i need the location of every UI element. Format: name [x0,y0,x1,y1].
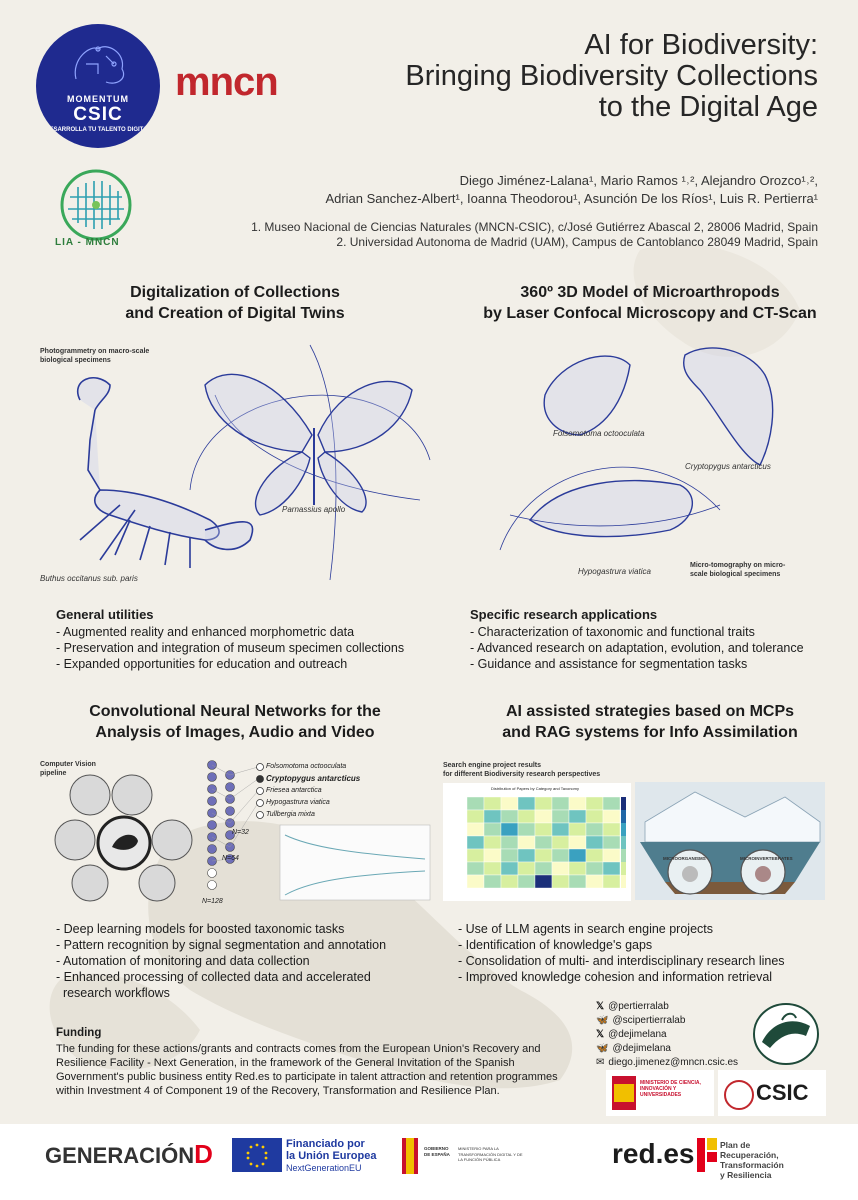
heatmap-cell [552,797,569,810]
heatmap-cell [484,862,501,875]
heatmap-cell [501,823,518,836]
lab-logo [752,1002,820,1066]
section-4-title-line-1: AI assisted strategies based on MCPs [505,703,795,720]
prtr-line-2: Recuperación, [720,1150,779,1160]
prtr-text [720,1140,784,1180]
ministry-logo [606,1070,714,1116]
mncn-logo: mncn [175,60,278,104]
generacion-text: GENERACIÓN [45,1143,195,1168]
heatmap-cell [586,849,603,862]
ministry-text: MINISTERIO DE CIENCIA, INNOVACIÓN Y UNIVERSIDADES [640,1080,701,1098]
section-1-title [40,282,430,324]
email-link[interactable]: diego.jimenez@mncn.csic.es [608,1057,739,1068]
title-line-3: to the Digital Age [598,91,818,123]
social-handle[interactable]: @pertierralab [608,1001,669,1012]
social-row[interactable] [596,1000,738,1014]
lia-mncn-label: LIA - MNCN [55,237,120,248]
authors-line-2: Adrian Sanchez-Albert¹, Ioanna Theodorou¹, Asunción De los Ríos¹, Luis R. Pertierra¹ [325,191,818,206]
folsomotoma-sketch [544,356,630,435]
heatmap-cell [569,875,586,888]
heatmap-cell [569,823,586,836]
heatmap-cell [484,810,501,823]
species-label-folsomotoma: Folsomotoma octooculata [553,429,645,438]
heatmap-cell [552,810,569,823]
heatmap-cell [552,862,569,875]
heatmap-cell [603,849,620,862]
microorganisms-label: MICROORGANISMS [663,856,706,861]
bluesky-icon: 🦋 [596,1043,609,1054]
heatmap-cell [569,836,586,849]
cnn-class-item: Friesea antarctica [266,787,322,794]
heatmap-cell [603,875,620,888]
section-4-figure-label [443,761,600,779]
momentum-csic-logo [36,24,160,148]
utility-item: - Preservation and integration of museum specimen collections [56,641,405,655]
heatmap-grid [443,783,631,901]
heatmap-cell [535,849,552,862]
specimen-sketches-macro [40,340,440,590]
section-2-utilities-title: Specific research applications [470,607,658,622]
heatmap-cell [467,810,484,823]
utility-item: - Guidance and assistance for segmentation tasks [470,657,748,671]
heatmap-colorbar-segment [621,875,626,888]
csic-label: CSIC [73,104,123,125]
layer-label-n32: N=32 [232,829,249,836]
funding-block [56,1026,576,1098]
affiliations [251,220,818,250]
heatmap-cell [569,862,586,875]
eu-funding-text [286,1138,376,1174]
heatmap-cell [518,823,535,836]
heatmap-cell [501,810,518,823]
heatmap-cell [467,823,484,836]
section-4-title [450,701,850,743]
funding-title: Funding [56,1027,102,1039]
heatmap-cell [586,862,603,875]
cnn-class-list [266,761,360,821]
circuit-brain-icon [36,24,160,94]
heatmap-cell [518,849,535,862]
heatmap-cell [484,836,501,849]
heatmap-cell [518,836,535,849]
heatmap-cell [586,797,603,810]
redes-logo: red.es [612,1138,695,1169]
section-2-utilities [470,607,840,672]
generacion-d-icon: D [194,1139,213,1169]
poster-title [405,30,818,123]
utility-item: - Identification of knowledge's gaps [458,938,653,952]
heatmap-cell [467,875,484,888]
prtr-line-4: y Resiliencia [720,1170,772,1180]
heatmap-cell [603,862,620,875]
section-2-title [450,282,850,324]
heatmap-cell [535,875,552,888]
heatmap-cell [586,875,603,888]
utility-item: - Use of LLM agents in search engine projects [458,922,713,936]
heatmap-cell [603,797,620,810]
heatmap-colorbar-segment [621,836,626,849]
heatmap-colorbar-segment [621,849,626,862]
heatmap-cell [552,875,569,888]
heatmap-cell [586,823,603,836]
section-2-figure-label-1: Micro-tomography on micro- [690,562,786,569]
momentum-label: MOMENTUM [67,94,129,104]
heatmap-cell [501,797,518,810]
heatmap-cell [552,849,569,862]
csic-logo [718,1070,826,1116]
x-icon: 𝕏 [596,1029,605,1040]
heatmap-cell [501,862,518,875]
heatmap-colorbar-segment [621,810,626,823]
heatmap-cell [467,836,484,849]
section-1-title-line-1: Digitalization of Collections [130,284,340,301]
funding-text: The funding for these actions/grants and contracts comes from the European Union's Recovery and Resilience Facility - Next Generation, in the framework of the General Invitation of the Spanish Government's public business entity Red.es to participate in talent attraction and retention programmes within Investment 4 of Component 19 of the Recovery, Transformation and Resilience Plan. [56,1043,558,1097]
title-line-2: Bringing Biodiversity Collections [405,60,818,92]
prtr-icon [697,1138,719,1172]
affiliation-2: 2. Universidad Autonoma de Madrid (UAM), Campus de Cantoblanco 28049 Madrid, Spain [336,235,818,249]
heatmap-cell [535,862,552,875]
utility-item: - Enhanced processing of collected data and accelerated [56,970,371,984]
heatmap-colorbar-segment [621,797,626,810]
heatmap-cell [518,810,535,823]
heatmap-cell [603,836,620,849]
utility-item: - Automation of monitoring and data collection [56,954,310,968]
utility-item: research workflows [56,986,170,1000]
heatmap-cell [535,810,552,823]
utility-item: - Advanced research on adaptation, evolution, and tolerance [470,641,804,655]
layer-label-n128: N=128 [202,898,223,905]
generacion-d-logo [45,1139,213,1170]
prtr-line-1: Plan de [720,1140,751,1150]
cnn-class-item: Hypogastrura viatica [266,799,330,806]
heatmap-cell [569,810,586,823]
heatmap-cell [518,797,535,810]
social-handle[interactable]: @scipertierralab [612,1015,686,1026]
heatmap-cell [552,823,569,836]
heatmap-cell [501,875,518,888]
cnn-class-item: Tullbergia mixta [266,811,315,818]
layer-label-n64: N=64 [222,855,239,862]
heatmap-figure [443,783,631,901]
authors-line-1: Diego Jiménez-Lalana¹, Mario Ramos ¹˒², Alejandro Orozco¹˒², [459,173,818,188]
eu-line-1: Financiado por [286,1138,365,1150]
heatmap-cell [586,836,603,849]
section-2-title-line-1: 360º 3D Model of Microarthropods [520,284,780,301]
social-links [596,1000,738,1070]
section-1-utilities-title: General utilities [56,607,154,622]
cnn-class-item: Folsomotoma octooculata [266,763,347,770]
section-2-figure-label [690,561,785,579]
heatmap-cell [535,823,552,836]
heatmap-cell [569,797,586,810]
heatmap-cell [535,797,552,810]
heatmap-cell [484,823,501,836]
species-label-hypogastrura: Hypogastrura viatica [578,567,651,576]
eu-line-3: NextGenerationEU [286,1163,362,1173]
social-row[interactable] [596,1014,738,1028]
heatmap-cell [552,836,569,849]
momentum-sub-label: DESARROLLA TU TALENTO DIGITAL [45,127,151,133]
heatmap-cell [569,849,586,862]
species-label-buthus: Buthus occitanus sub. paris [40,574,138,583]
hypogastrura-sketch [530,481,692,537]
gobierno-text: GOBIERNO DE ESPAÑA [424,1146,450,1157]
heatmap-cell [518,862,535,875]
heatmap-cell [467,797,484,810]
section-1-figure-label-1: Photogrammetry on macro-scale [40,348,150,355]
section-3-utilities [56,921,446,1001]
species-label-parnassius: Parnassius apollo [282,505,346,514]
eu-line-2: la Unión Europea [286,1150,377,1162]
utility-item: - Augmented reality and enhanced morphometric data [56,625,355,639]
specimen-sketches-micro [470,335,830,585]
authors [325,172,818,208]
social-row[interactable] [596,1056,738,1070]
heatmap-cell [501,849,518,862]
heatmap-cell [501,836,518,849]
x-icon: 𝕏 [596,1001,605,1012]
section-4-utilities [458,921,848,985]
title-line-1: AI for Biodiversity: [584,29,818,61]
csic-emblem-icon [724,1080,754,1110]
utility-item: - Expanded opportunities for education and outreach [56,657,348,671]
utility-item: - Deep learning models for boosted taxonomic tasks [56,922,345,936]
csic-text: CSIC [756,1080,809,1105]
section-3-figure-label-1: Computer Vision [40,761,96,768]
heatmap-cell [467,862,484,875]
heatmap-cell [467,849,484,862]
species-label-cryptopygus: Cryptopygus antarcticus [685,462,771,471]
section-3-figure-label-2: pipeline [40,770,67,777]
social-row[interactable] [596,1042,738,1056]
cnn-class-item-selected: Cryptopygus antarcticus [266,774,361,783]
section-1-title-line-2: and Creation of Digital Twins [125,305,345,322]
heatmap-cell [603,823,620,836]
microinvertebrates-label: MICROINVERTEBRATES [740,856,793,861]
ministerio-transformacion-text: MINISTERIO PARA LA TRANSFORMACIÓN DIGITAL Y DE LA FUNCIÓN PÚBLICA [458,1146,523,1162]
mail-icon: ✉ [596,1057,605,1068]
utility-item: - Consolidation of multi- and interdisciplinary research lines [458,954,785,968]
eu-flag-icon [232,1138,282,1172]
section-2-figure-label-2: scale biological specimens [690,571,781,578]
heatmap-cell [535,836,552,849]
section-3-title-line-2: Analysis of Images, Audio and Video [95,724,375,741]
training-plot [280,825,430,900]
utility-item: - Characterization of taxonomic and functional traits [470,625,755,639]
utility-item: - Improved knowledge cohesion and information retrieval [458,970,773,984]
section-1-figure-label-2: biological specimens [40,357,111,364]
bluesky-icon: 🦋 [596,1015,609,1026]
heatmap-cell [484,875,501,888]
neural-network-nodes [208,761,235,890]
utility-item: - Pattern recognition by signal segmentation and annotation [56,938,387,952]
heatmap-title: Distribution of Papers by Category and Taxonomy [491,786,579,791]
heatmap-cell [484,797,501,810]
section-4-title-line-2: and RAG systems for Info Assimilation [502,724,798,741]
section-1-utilities [56,607,446,672]
heatmap-colorbar-segment [621,862,626,875]
social-row[interactable] [596,1028,738,1042]
section-4-figure-label-2: for different Biodiversity research perspectives [443,771,601,778]
gobierno-logo [402,1138,560,1174]
heatmap-colorbar-segment [621,823,626,836]
heatmap-cell [484,849,501,862]
heatmap-cell [518,875,535,888]
section-2-title-line-2: by Laser Confocal Microscopy and CT-Scan [483,305,817,322]
social-handle[interactable]: @dejimelana [612,1043,671,1054]
prtr-line-3: Transformación [720,1160,784,1170]
social-handle[interactable]: @dejimelana [608,1029,667,1040]
section-3-title [40,701,430,743]
cryptopygus-sketch [684,348,773,465]
heatmap-cell [603,810,620,823]
heatmap-cell [586,810,603,823]
ecosystem-illustration [635,782,825,900]
affiliation-1: 1. Museo Nacional de Ciencias Naturales (MNCN-CSIC), c/José Gutiérrez Abascal 2, 28006 Madrid, Spain [251,220,818,234]
section-3-title-line-1: Convolutional Neural Networks for the [89,703,381,720]
section-4-figure-label-1: Search engine project results [443,762,542,769]
